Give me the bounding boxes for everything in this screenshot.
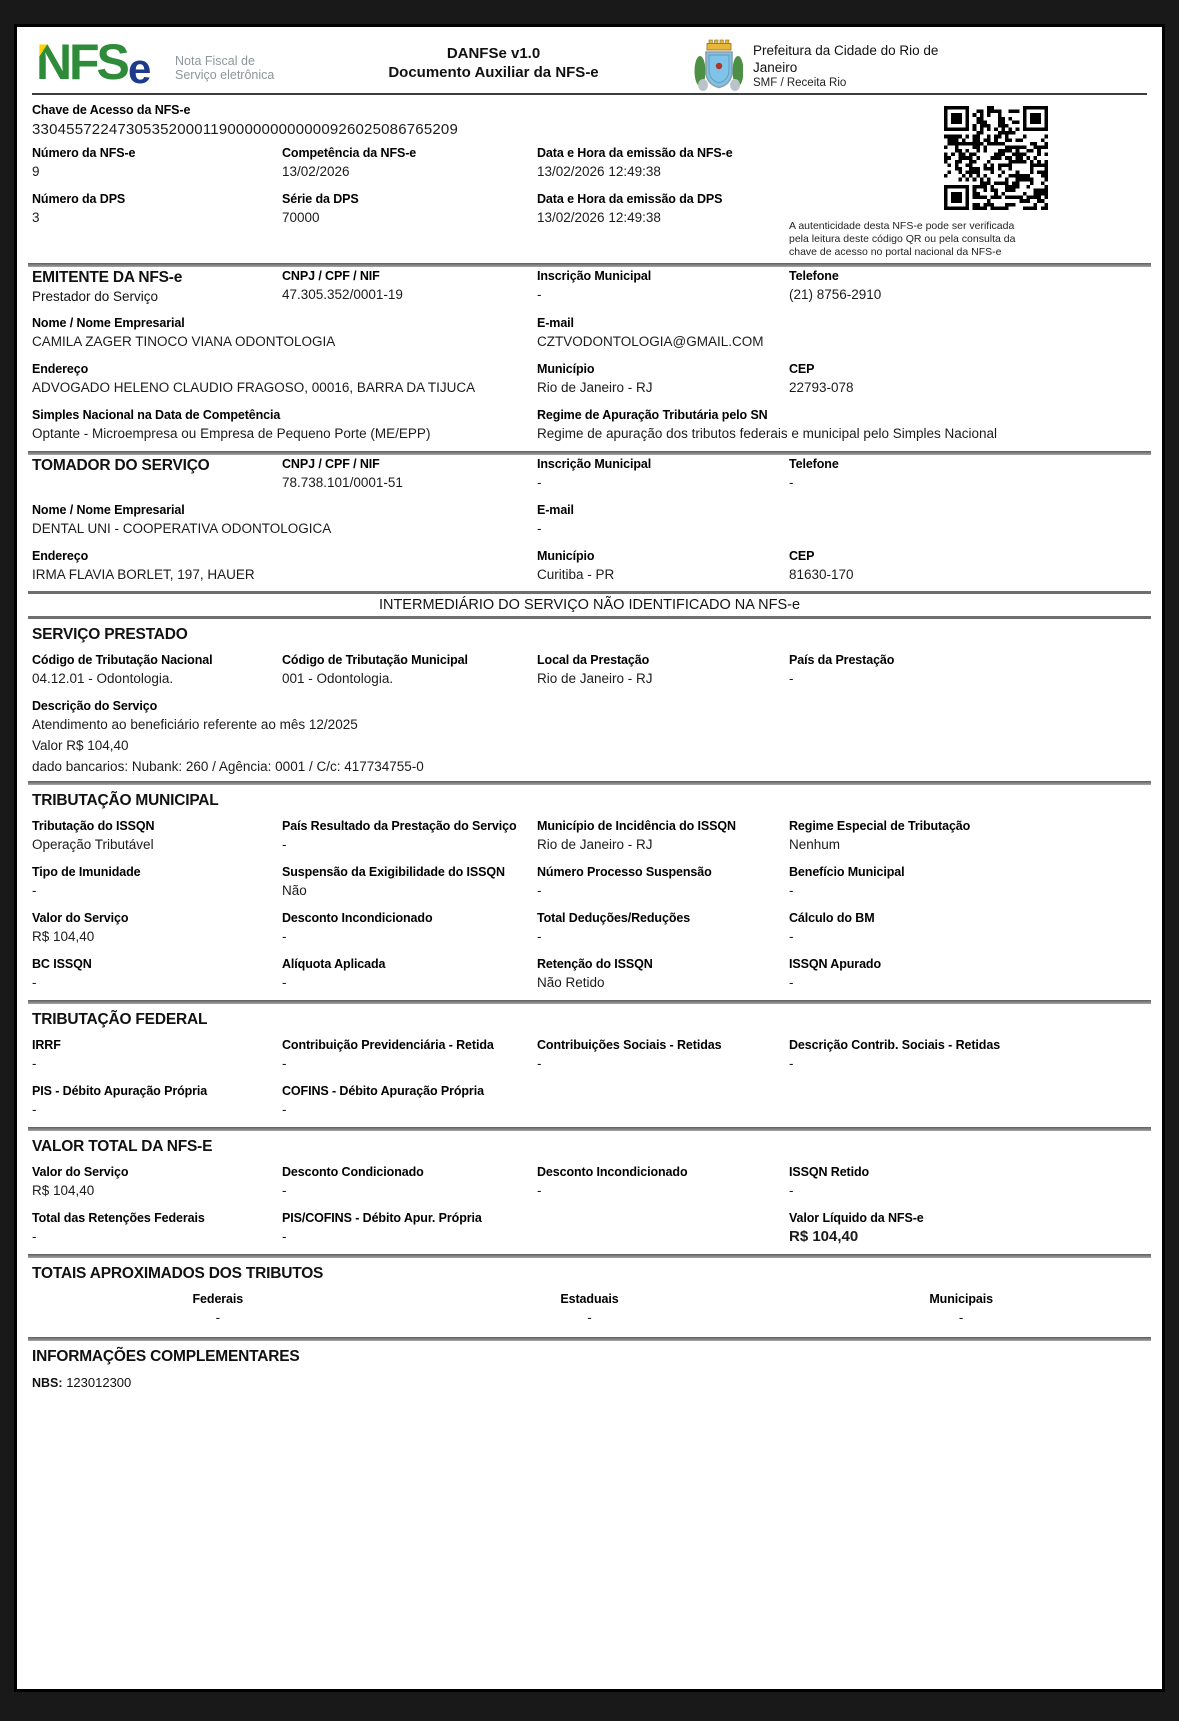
field-pis-cofins-debito [282,1211,537,1245]
qr-authenticity-note: A autenticidade desta NFS-e pode ser verificada pela leitura deste código QR ou pela consulta da chave de acesso no portal nacional da NFS-e [789,220,1016,258]
field-label: Desconto Incondicionado [537,1165,688,1179]
field-value: 123012300 [66,1375,132,1390]
field-value: Curitiba - PR [537,567,615,582]
field-value: CZTVODONTOLOGIA@GMAIL.COM [537,334,764,349]
field-value: 33045572247305352000119000000000000926025086765209 [32,121,459,138]
field-label: Simples Nacional na Data de Competência [32,408,281,422]
spacer-cell [537,1211,789,1245]
field-pis-debito [32,1084,282,1118]
field-desconto-condicionado [282,1165,537,1199]
field-codigo-tributacao-municipal [282,653,537,687]
svg-text:e: e [128,45,152,88]
field-value: 13/02/2026 12:49:38 [537,164,661,179]
qr-block [789,103,1147,259]
field-bc-issqn [32,957,282,991]
field-label: País Resultado da Prestação do Serviço [282,819,517,833]
section-title-totais: TOTAIS APROXIMADOS DOS TRIBUTOS [32,1265,324,1282]
tributacao-municipal-section [32,792,1147,996]
field-tm-desconto-incondicionado [282,911,537,945]
field-label: NBS: [32,1376,63,1390]
field-value: - [282,975,287,990]
field-label: Federais [192,1292,244,1306]
field-label: Descrição do Serviço [32,699,158,713]
field-tomador-endereco [32,549,537,583]
field-value: CAMILA ZAGER TINOCO VIANA ODONTOLOGIA [32,334,336,349]
field-value: 04.12.01 - Odontologia. [32,671,174,686]
rio-coat-of-arms-icon [693,38,743,98]
field-value: 001 - Odontologia. [282,671,394,686]
field-label: Inscrição Municipal [537,457,652,471]
field-value: - [32,883,37,898]
field-descricao-servico [32,699,1147,777]
field-value: - [32,1102,37,1117]
field-label: PIS/COFINS - Débito Apur. Própria [282,1211,482,1225]
field-label: Total das Retenções Federais [32,1211,205,1225]
section-title-emitente: EMITENTE DA NFS-e [32,269,183,286]
field-numero-nfse [32,146,282,180]
field-value: - [537,287,542,302]
field-emitente-cnpj [282,269,537,304]
field-retencao-issqn [537,957,789,991]
descricao-line: dado bancarios: Nubank: 260 / Agência: 0001 / C/c: 417734755-0 [32,759,424,774]
field-label: Valor do Serviço [32,1165,129,1179]
issuer-dept: SMF / Receita Rio [753,77,847,89]
tomador-title-block [32,457,282,491]
field-descricao-contrib-sociais [789,1038,1147,1072]
field-value: - [32,1056,37,1071]
access-section [32,103,1147,259]
field-emitente-telefone [789,269,1147,304]
field-local-prestacao [537,653,789,687]
field-label: CEP [789,362,815,376]
field-vt-valor-servico [32,1165,282,1199]
field-label: Número da NFS-e [32,146,136,160]
field-label: Código de Tributação Municipal [282,653,468,667]
field-value: Nenhum [789,837,841,852]
field-tomador-telefone [789,457,1147,491]
field-value: 13/02/2026 [282,164,350,179]
field-value: - [789,475,794,490]
field-tipo-imunidade [32,865,282,899]
field-label: Tipo de Imunidade [32,865,141,879]
field-label: Contribuição Previdenciária - Retida [282,1038,494,1052]
field-label: Municipais [929,1292,993,1306]
field-label: CEP [789,549,815,563]
field-label: BC ISSQN [32,957,92,971]
emitente-title-block [32,269,282,304]
field-label: País da Prestação [789,653,895,667]
field-value: Regime de apuração dos tributos federais e municipal pelo Simples Nacional [537,426,998,441]
field-total-retencoes-federais [32,1211,282,1245]
totais-section [32,1265,1147,1331]
field-label: Nome / Nome Empresarial [32,316,185,330]
field-value: Operação Tributável [32,837,154,852]
field-emitente-cep [789,362,1147,396]
section-divider [28,263,1151,267]
servico-section [32,626,1147,777]
field-label: Município de Incidência do ISSQN [537,819,736,833]
field-value: - [32,1229,37,1244]
field-label: Alíquota Aplicada [282,957,386,971]
logo-tagline-line2: Serviço eletrônica [175,68,275,82]
field-value: 22793-078 [789,380,854,395]
field-label: ISSQN Apurado [789,957,881,971]
field-label: Chave de Acesso da NFS-e [32,103,191,117]
field-valor-liquido-nfse [789,1211,1147,1245]
field-value: Não [282,883,307,898]
field-value: Não Retido [537,975,605,990]
field-label: Tributação do ISSQN [32,819,155,833]
field-value: - [537,521,542,536]
logo-tagline-line1: Nota Fiscal de [175,54,255,68]
nfse-logo-tagline [175,54,274,88]
field-label: Município [537,549,595,563]
field-contribuicoes-sociais [537,1038,789,1072]
field-emissao-nfse [537,146,789,180]
section-divider [28,1127,1151,1131]
issuer-block [693,36,1143,98]
section-divider [28,1337,1151,1341]
field-label: Local da Prestação [537,653,650,667]
field-label: PIS - Débito Apuração Própria [32,1084,208,1098]
field-label: Retenção do ISSQN [537,957,653,971]
field-label: E-mail [537,316,574,330]
field-tomador-email [537,503,1147,537]
field-regime-especial [789,819,1147,853]
field-value: - [537,929,542,944]
section-divider [28,1254,1151,1258]
field-value: - [789,883,794,898]
field-numero-processo-suspensao [537,865,789,899]
field-value: - [537,883,542,898]
field-pais-resultado [282,819,537,853]
field-label: Estaduais [560,1292,619,1306]
nfse-logo [36,36,294,88]
section-title-informacoes: INFORMAÇÕES COMPLEMENTARES [32,1348,300,1365]
field-tomador-municipio [537,549,789,583]
field-value: DENTAL UNI - COOPERATIVA ODONTOLOGICA [32,521,332,536]
field-value: 81630-170 [789,567,854,582]
field-emitente-municipio [537,362,789,396]
issuer-text [753,38,973,98]
field-value: - [282,929,287,944]
field-label: IRRF [32,1038,61,1052]
intermediario-banner: INTERMEDIÁRIO DO SERVIÇO NÃO IDENTIFICADO NA NFS-e [28,591,1151,619]
field-value: - [537,1056,542,1071]
field-emitente-simples-nacional [32,408,537,442]
field-value: 70000 [282,210,320,225]
field-label: Regime de Apuração Tributária pelo SN [537,408,768,422]
field-value: - [958,1310,964,1325]
field-value: - [789,1056,794,1071]
field-nbs [32,1375,1147,1390]
field-label: COFINS - Débito Apuração Própria [282,1084,484,1098]
svg-text:FS: FS [69,36,127,88]
field-total-deducoes [537,911,789,945]
field-label: Município [537,362,595,376]
field-label: CNPJ / CPF / NIF [282,269,380,283]
field-value: R$ 104,40 [32,1183,95,1198]
field-value: ADVOGADO HELENO CLAUDIO FRAGOSO, 00016, BARRA DA TIJUCA [32,380,476,395]
field-value: - [537,475,542,490]
field-label: Telefone [789,457,839,471]
section-title-valor-total: VALOR TOTAL DA NFS-E [32,1138,213,1155]
descricao-line: Atendimento ao beneficiário referente ao mês 12/2025 [32,717,358,732]
section-divider [28,781,1151,785]
field-aliquota-aplicada [282,957,537,991]
field-calculo-bm [789,911,1147,945]
field-value: 78.738.101/0001-51 [282,475,403,490]
field-label: Suspensão da Exigibilidade do ISSQN [282,865,505,879]
field-label: Benefício Municipal [789,865,905,879]
field-value: - [789,929,794,944]
field-label: CNPJ / CPF / NIF [282,457,380,471]
field-value: Rio de Janeiro - RJ [537,380,653,395]
field-emitente-email [537,316,1147,350]
field-cofins-debito [282,1084,537,1118]
field-label: Cálculo do BM [789,911,875,925]
field-issqn-retido [789,1165,1147,1199]
field-label: Data e Hora da emissão da DPS [537,192,723,206]
field-label: Competência da NFS-e [282,146,417,160]
field-beneficio-municipal [789,865,1147,899]
qr-code-icon [944,106,1048,210]
field-pais-prestacao [789,653,1147,687]
section-title-tributacao-municipal: TRIBUTAÇÃO MUNICIPAL [32,792,219,809]
field-value: - [282,1229,287,1244]
field-value: Rio de Janeiro - RJ [537,671,653,686]
field-emitente-regime-apuracao [537,408,1147,442]
field-value: 9 [32,164,40,179]
field-label: Valor Líquido da NFS-e [789,1211,924,1225]
section-title-servico: SERVIÇO PRESTADO [32,626,188,643]
field-value: - [789,975,794,990]
field-value: 13/02/2026 12:49:38 [537,210,661,225]
field-tributacao-issqn [32,819,282,853]
field-label: Número Processo Suspensão [537,865,712,879]
field-value: - [282,837,287,852]
field-value: - [789,671,794,686]
field-label: E-mail [537,503,574,517]
descricao-line: Valor R$ 104,40 [32,738,129,753]
field-label: Telefone [789,269,839,283]
field-totais-municipais [775,1292,1147,1326]
field-value: - [282,1056,287,1071]
field-contribuicao-previdenciaria [282,1038,537,1072]
field-codigo-tributacao-nacional [32,653,282,687]
field-label: Inscrição Municipal [537,269,652,283]
field-value: - [282,1102,287,1117]
field-emissao-dps [537,192,789,226]
field-totais-estaduais [404,1292,776,1326]
field-vt-desconto-incondicionado [537,1165,789,1199]
field-value: - [537,1183,542,1198]
issuer-name: Prefeitura da Cidade do Rio de Janeiro [753,43,939,75]
emitente-section [32,269,1147,447]
section-title-tomador: TOMADOR DO SERVIÇO [32,457,210,474]
field-label: ISSQN Retido [789,1165,870,1179]
field-tomador-inscricao-municipal [537,457,789,491]
field-label: Número da DPS [32,192,126,206]
section-divider [28,1000,1151,1004]
field-value: R$ 104,40 [32,929,95,944]
field-irrf [32,1038,282,1072]
field-value: IRMA FLAVIA BORLET, 197, HAUER [32,567,255,582]
field-value: - [282,1183,287,1198]
field-value: R$ 104,40 [789,1228,859,1245]
valor-total-section [32,1138,1147,1250]
field-emitente-nome [32,316,537,350]
field-value: - [32,975,37,990]
field-chave-acesso [32,103,789,138]
field-label: Código de Tributação Nacional [32,653,213,667]
field-emitente-inscricao-municipal [537,269,789,304]
field-value: Rio de Janeiro - RJ [537,837,653,852]
field-label: Série da DPS [282,192,359,206]
tomador-section [32,457,1147,588]
field-numero-dps [32,192,282,226]
field-suspensao-exigibilidade [282,865,537,899]
svg-text:N: N [36,36,73,88]
field-label: Regime Especial de Tributação [789,819,971,833]
document-title-line1: DANFSe v1.0 [446,45,541,62]
document-title [294,36,693,82]
field-tm-valor-servico [32,911,282,945]
document-title-line2: Documento Auxiliar da NFS-e [388,64,599,81]
field-value: 3 [32,210,40,225]
field-label: Desconto Incondicionado [282,911,433,925]
field-value: - [215,1310,221,1325]
field-municipio-incidencia [537,819,789,853]
field-issqn-apurado [789,957,1147,991]
field-label: Data e Hora da emissão da NFS-e [537,146,733,160]
access-left [32,103,789,259]
field-value: - [789,1183,794,1198]
field-emitente-endereco [32,362,537,396]
field-value: - [587,1310,592,1325]
field-label: Nome / Nome Empresarial [32,503,185,517]
field-serie-dps [282,192,537,226]
field-label: Descrição Contrib. Sociais - Retidas [789,1038,1001,1052]
field-value: 47.305.352/0001-19 [282,287,403,302]
field-competencia-nfse [282,146,537,180]
field-value: (21) 8756-2910 [789,287,882,302]
field-label: Contribuições Sociais - Retidas [537,1038,722,1052]
nfse-logo-icon [36,36,168,88]
field-tomador-nome [32,503,537,537]
tributacao-federal-section [32,1011,1147,1123]
field-tomador-cep [789,549,1147,583]
field-label: Endereço [32,549,89,563]
field-label: Valor do Serviço [32,911,129,925]
danfse-document [14,24,1165,1692]
field-label: Total Deduções/Reduções [537,911,691,925]
field-label: Endereço [32,362,89,376]
document-header [32,27,1147,93]
field-label: Desconto Condicionado [282,1165,424,1179]
field-value: Optante - Microempresa ou Empresa de Pequeno Porte (ME/EPP) [32,426,431,441]
informacoes-complementares-section [32,1348,1147,1390]
emitente-subtitle: Prestador do Serviço [32,289,159,304]
field-totais-federais [32,1292,404,1326]
section-divider [28,451,1151,455]
field-tomador-cnpj [282,457,537,491]
section-title-tributacao-federal: TRIBUTAÇÃO FEDERAL [32,1011,208,1028]
